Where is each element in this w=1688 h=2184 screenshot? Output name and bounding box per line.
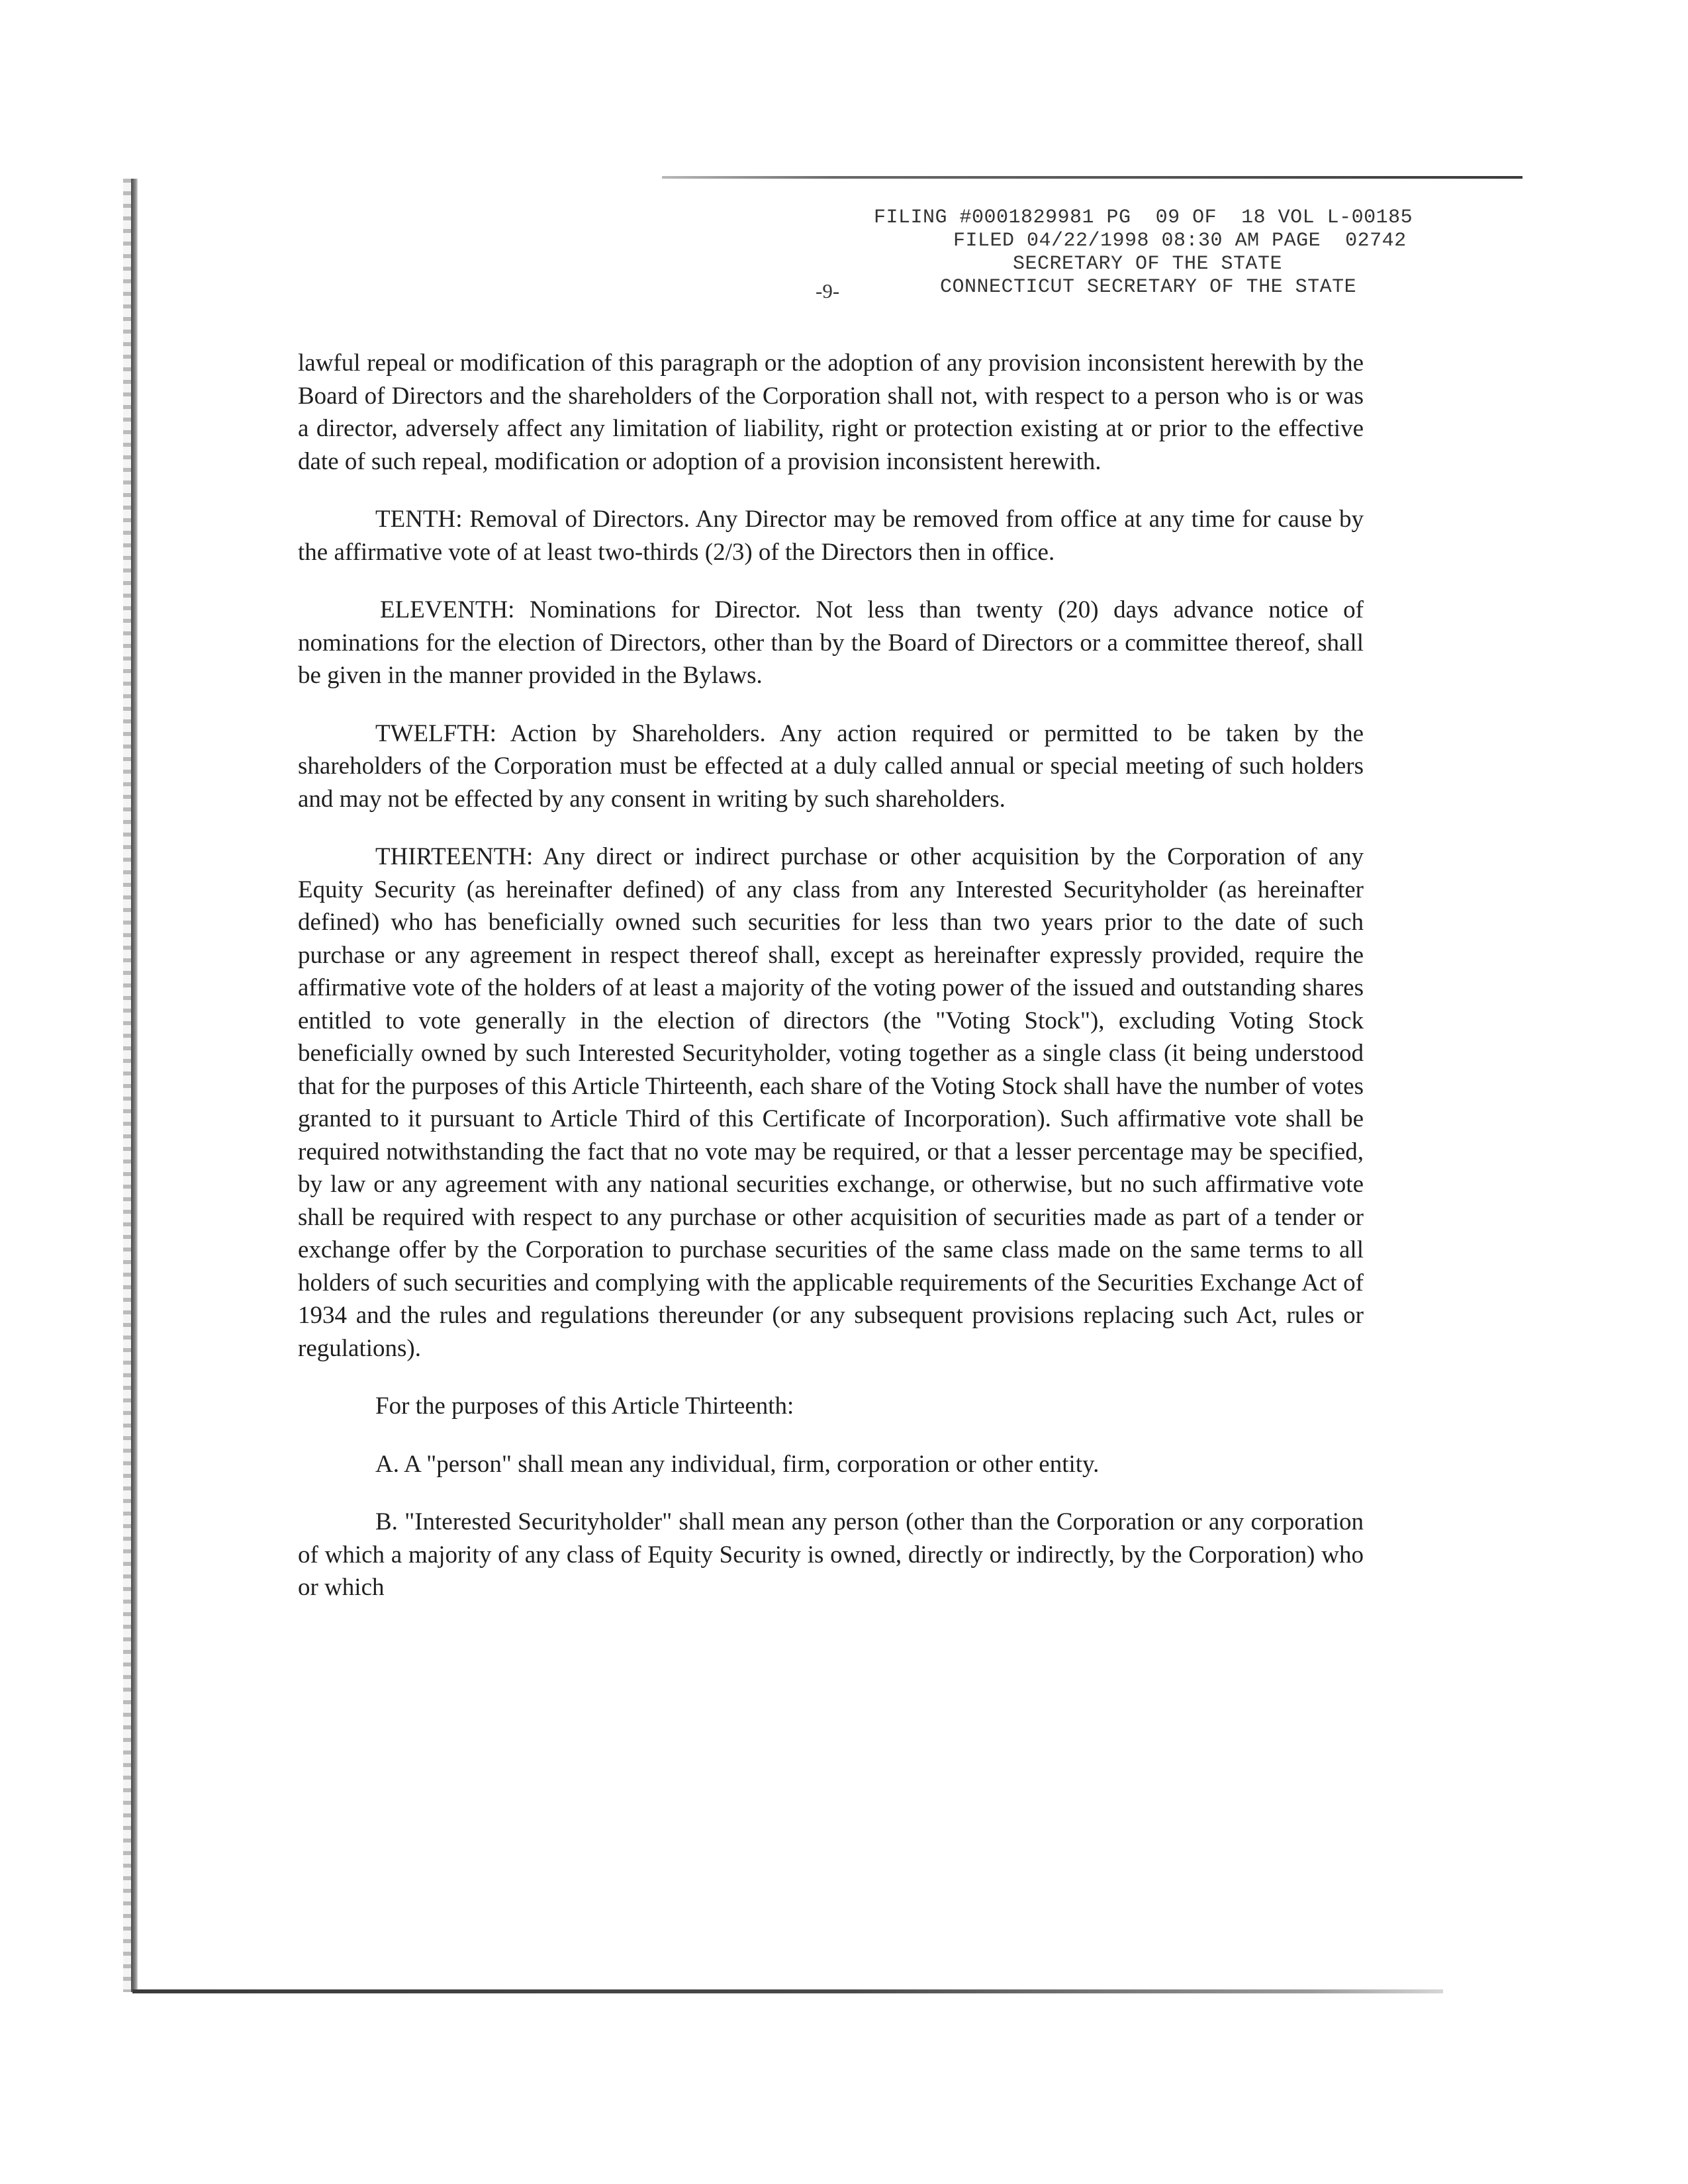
page-number: -9- (816, 279, 840, 302)
filing-stamp-line-3: SECRETARY OF THE STATE (1013, 253, 1283, 275)
paragraph-tenth: TENTH: Removal of Directors. Any Director may be removed from office at any time for cause by the affirmative vote of at least two-thirds (2/3) of the Directors then in office. (298, 506, 1364, 566)
paragraph-definition-a: A. A "person" shall mean any individual, firm, corporation or other entity. (375, 1450, 1100, 1478)
paragraph-twelfth: TWELFTH: Action by Shareholders. Any action required or permitted to be taken by the shareholders of the Corporation must be effected at a duly called annual or special meeting of such holders and may not be effected by any consent in writing by such shareholders. (298, 719, 1364, 813)
paragraph-continued: lawful repeal or modification of this paragraph or the adoption of any provision inconsistent herewith by the Board of Directors and the shareholders of the Corporation shall not, with respect to a person who is or was a director, adversely affect any limitation of liability, right or protection existing at or prior to the effective date of such repeal, modification or adoption of a provision inconsistent herewith. (298, 349, 1364, 475)
filing-stamp (834, 206, 1496, 299)
bottom-rule (132, 1989, 1443, 1993)
filing-stamp-line-1: FILING #0001829981 PG 09 OF 18 VOL L-00185 (874, 206, 1413, 229)
scan-edge (131, 179, 138, 1992)
paragraph-definition-b: B. "Interested Securityholder" shall mean any person (other than the Corporation or any corporation of which a majority of any class of Equity Security is owned, directly or indirectly, by the Corporation) who or which (298, 1508, 1364, 1601)
paragraph-purposes: For the purposes of this Article Thirteenth: (375, 1392, 794, 1420)
document-body (298, 347, 1364, 1629)
paragraph-thirteenth: THIRTEENTH: Any direct or indirect purchase or other acquisition by the Corporation of any Equity Security (as hereinafter defined) of any class from any Interested Securityholder (as hereinafter defined) who has beneficially owned such securities for less than two years prior to the date of such purchase or any agreement in respect thereof shall, except as hereinafter expressly provided, require the affirmative vote of the holders of at least a majority of the voting power of the issued and outstanding shares entitled to vote generally in the election of directors (the "Voting Stock"), excluding Voting Stock beneficially owned by such Interested Securityholder, voting together as a single class (it being understood that for the purposes of this Article Thirteenth, each share of the Voting Stock shall have the number of votes granted to it pursuant to Article Third of this Certificate of Incorporation). Such affirmative vote shall be required notwithstanding the fact that no vote may be required, or that a lesser percentage may be specified, by law or any agreement with any national securities exchange, or otherwise, but no such affirmative vote shall be required with respect to any purchase or other acquisition of securities made as part of a tender or exchange offer by the Corporation to purchase securities of the same class made on the same terms to all holders of such securities and complying with the applicable requirements of the Securities Exchange Act of 1934 and the rules and regulations thereunder (or any subsequent provisions replacing such Act, rules or regulations). (298, 843, 1364, 1362)
filing-stamp-line-4: CONNECTICUT SECRETARY OF THE STATE (940, 276, 1357, 298)
paragraph-eleventh: ELEVENTH: Nominations for Director. Not less than twenty (20) days advance notice of nominations for the election of Directors, other than by the Board of Directors or a committee thereof, shall be given in the manner provided in the Bylaws. (298, 596, 1364, 689)
top-rule (662, 176, 1523, 179)
scan-edge-shadow (123, 179, 131, 1992)
filing-stamp-line-2: FILED 04/22/1998 08:30 AM PAGE 02742 (953, 230, 1407, 252)
